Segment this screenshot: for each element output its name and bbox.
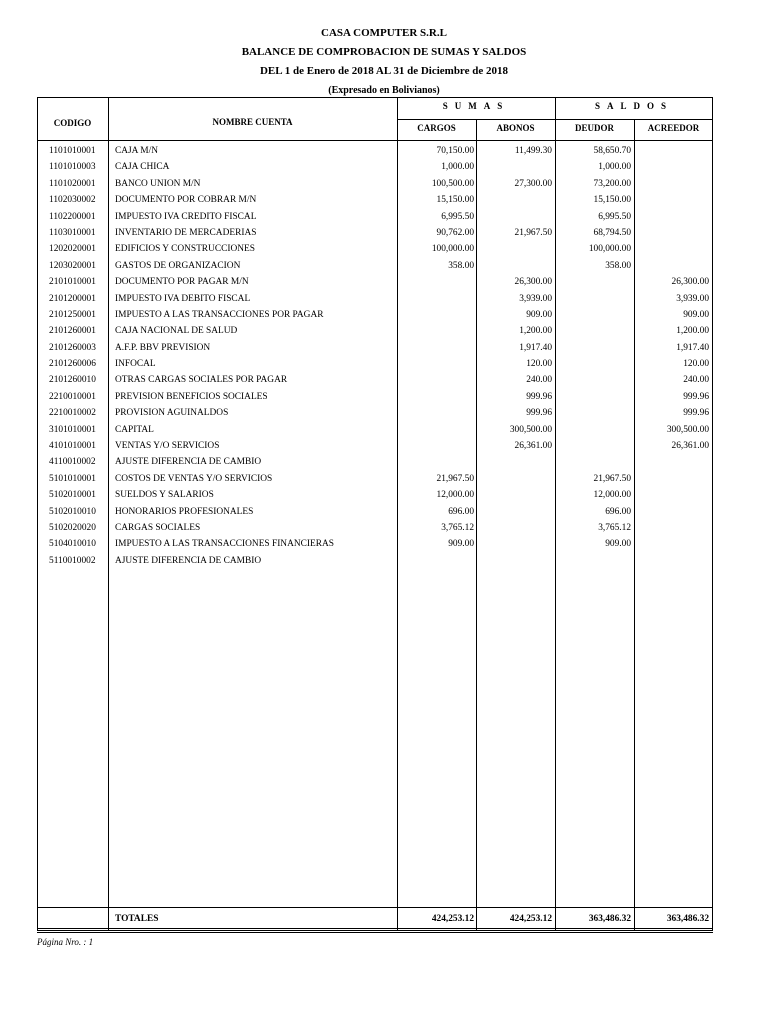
totals-label: TOTALES bbox=[115, 914, 159, 924]
header-acreedor: ACREEDOR bbox=[647, 123, 700, 133]
abonos-value: 300,500.00 bbox=[509, 424, 552, 435]
account-code: 2101260003 bbox=[49, 342, 96, 353]
table-row bbox=[37, 372, 713, 388]
deudor-value: 696.00 bbox=[605, 506, 631, 517]
account-code: 2101260001 bbox=[49, 326, 96, 337]
deudor-value: 100,000.00 bbox=[588, 244, 631, 255]
double-rule bbox=[37, 932, 713, 933]
cargos-value: 358.00 bbox=[448, 260, 474, 271]
total-cargos: 424,253.12 bbox=[431, 914, 474, 924]
table-row bbox=[37, 536, 713, 552]
account-code: 5102010001 bbox=[49, 490, 96, 501]
total-deudor: 363,486.32 bbox=[588, 914, 631, 924]
table-row bbox=[37, 192, 713, 208]
account-name: CAJA CHICA bbox=[115, 162, 170, 173]
total-abonos: 424,253.12 bbox=[509, 914, 552, 924]
totals-bottom-line bbox=[37, 928, 713, 929]
account-name: AJUSTE DIFERENCIA DE CAMBIO bbox=[115, 457, 262, 468]
report-period: DEL 1 de Enero de 2018 AL 31 de Diciembre de 2018 bbox=[259, 65, 508, 77]
account-name: DOCUMENTO POR COBRAR M/N bbox=[115, 195, 257, 206]
account-name: PROVISION AGUINALDOS bbox=[115, 408, 229, 419]
account-name: OTRAS CARGAS SOCIALES POR PAGAR bbox=[115, 375, 288, 386]
deudor-value: 12,000.00 bbox=[593, 490, 631, 501]
account-code: 2101260006 bbox=[49, 359, 96, 370]
table-row bbox=[37, 209, 713, 225]
table-row bbox=[37, 241, 713, 257]
cargos-value: 6,995.50 bbox=[441, 211, 474, 222]
account-name: IMPUESTO IVA CREDITO FISCAL bbox=[115, 211, 257, 222]
account-name: INVENTARIO DE MERCADERIAS bbox=[115, 227, 257, 238]
abonos-value: 11,499.30 bbox=[514, 146, 552, 156]
abonos-value: 3,939.00 bbox=[519, 293, 552, 304]
cargos-value: 3,765.12 bbox=[441, 522, 474, 533]
total-acreedor: 363,486.32 bbox=[666, 914, 709, 924]
table-row bbox=[37, 225, 713, 241]
abonos-value: 999.96 bbox=[526, 408, 552, 419]
header-nombre: NOMBRE CUENTA bbox=[212, 117, 293, 127]
account-code: 1202020001 bbox=[49, 244, 96, 255]
table-row bbox=[37, 258, 713, 274]
header-bottom-line bbox=[37, 140, 713, 141]
abonos-value: 26,361.00 bbox=[514, 441, 552, 452]
account-code: 5102010010 bbox=[49, 506, 96, 517]
account-code: 4101010001 bbox=[49, 441, 96, 452]
account-name: EDIFICIOS Y CONSTRUCCIONES bbox=[115, 244, 255, 255]
cargos-value: 1,000.00 bbox=[441, 162, 474, 173]
table-row bbox=[37, 487, 713, 503]
account-name: VENTAS Y/O SERVICIOS bbox=[115, 441, 220, 452]
table-row bbox=[37, 143, 713, 159]
abonos-value: 1,200.00 bbox=[519, 326, 552, 337]
header-codigo: CODIGO bbox=[53, 118, 92, 128]
table-row bbox=[37, 323, 713, 339]
account-name: BANCO UNION M/N bbox=[115, 178, 201, 189]
account-name: CAJA M/N bbox=[115, 146, 158, 156]
account-name: IMPUESTO IVA DEBITO FISCAL bbox=[115, 293, 251, 304]
table-row bbox=[37, 356, 713, 372]
table-row bbox=[37, 520, 713, 536]
cargos-value: 15,150.00 bbox=[436, 195, 474, 206]
abonos-value: 240.00 bbox=[526, 375, 552, 386]
table-row bbox=[37, 438, 713, 454]
account-code: 1101020001 bbox=[49, 178, 96, 189]
acreedor-value: 999.96 bbox=[683, 391, 709, 402]
table-row bbox=[37, 471, 713, 487]
acreedor-value: 1,200.00 bbox=[676, 326, 709, 337]
abonos-value: 1,917.40 bbox=[519, 342, 552, 353]
account-code: 2210010002 bbox=[49, 408, 96, 419]
company-name: CASA COMPUTER S.R.L bbox=[321, 27, 447, 39]
header-cargos: CARGOS bbox=[417, 123, 456, 133]
deudor-value: 909.00 bbox=[605, 539, 631, 550]
page-number: Página Nro. : 1 bbox=[37, 937, 94, 947]
table-row bbox=[37, 389, 713, 405]
cargos-value: 100,500.00 bbox=[431, 178, 474, 189]
header-sumas: SUMAS bbox=[442, 101, 510, 111]
account-code: 2210010001 bbox=[49, 391, 96, 402]
table-row bbox=[37, 159, 713, 175]
report-header bbox=[0, 24, 768, 100]
acreedor-value: 26,361.00 bbox=[671, 441, 709, 452]
deudor-value: 15,150.00 bbox=[593, 195, 631, 206]
table-row bbox=[37, 553, 713, 569]
account-name: SUELDOS Y SALARIOS bbox=[115, 490, 214, 501]
report-title: BALANCE DE COMPROBACION DE SUMAS Y SALDOS bbox=[241, 46, 527, 58]
cargos-value: 70,150.00 bbox=[436, 146, 474, 156]
totals-row bbox=[37, 910, 713, 928]
acreedor-value: 240.00 bbox=[683, 375, 709, 386]
abonos-value: 999.96 bbox=[526, 391, 552, 402]
abonos-value: 21,967.50 bbox=[514, 227, 552, 238]
abonos-value: 909.00 bbox=[526, 309, 552, 320]
acreedor-value: 1,917.40 bbox=[676, 342, 709, 353]
account-code: 1101010001 bbox=[49, 146, 96, 156]
abonos-value: 26,300.00 bbox=[514, 277, 552, 288]
account-name: PREVISION BENEFICIOS SOCIALES bbox=[115, 391, 268, 402]
account-code: 5102020020 bbox=[49, 522, 96, 533]
account-code: 4110010002 bbox=[49, 457, 96, 468]
account-name: DOCUMENTO POR PAGAR M/N bbox=[115, 277, 249, 288]
cargos-value: 21,967.50 bbox=[436, 473, 474, 484]
account-code: 5101010001 bbox=[49, 473, 96, 484]
account-name: CAJA NACIONAL DE SALUD bbox=[115, 326, 238, 337]
totals-top-line bbox=[37, 907, 713, 908]
abonos-value: 120.00 bbox=[526, 359, 552, 370]
header-group-divider bbox=[397, 119, 713, 120]
account-code: 2101250001 bbox=[49, 309, 96, 320]
cargos-value: 909.00 bbox=[448, 539, 474, 550]
abonos-value: 27,300.00 bbox=[514, 178, 552, 189]
deudor-value: 58,650.70 bbox=[593, 146, 631, 156]
table-row bbox=[37, 291, 713, 307]
deudor-value: 73,200.00 bbox=[593, 178, 631, 189]
account-rows bbox=[37, 143, 713, 569]
acreedor-value: 300,500.00 bbox=[666, 424, 709, 435]
account-name: CAPITAL bbox=[115, 424, 154, 435]
acreedor-value: 120.00 bbox=[683, 359, 709, 370]
table-row bbox=[37, 274, 713, 290]
account-code: 5110010002 bbox=[49, 555, 96, 566]
deudor-value: 3,765.12 bbox=[598, 522, 631, 533]
table-row bbox=[37, 176, 713, 192]
table-row bbox=[37, 454, 713, 470]
cargos-value: 12,000.00 bbox=[436, 490, 474, 501]
account-code: 1203020001 bbox=[49, 260, 96, 271]
cargos-value: 100,000.00 bbox=[431, 244, 474, 255]
acreedor-value: 999.96 bbox=[683, 408, 709, 419]
account-name: A.F.P. BBV PREVISION bbox=[115, 342, 211, 353]
account-name: CARGAS SOCIALES bbox=[115, 522, 201, 533]
deudor-value: 68,794.50 bbox=[593, 227, 631, 238]
account-name: COSTOS DE VENTAS Y/O SERVICIOS bbox=[115, 473, 273, 484]
cargos-value: 696.00 bbox=[448, 506, 474, 517]
account-code: 2101010001 bbox=[49, 277, 96, 288]
currency-note: (Expresado en Bolivianos) bbox=[328, 85, 440, 96]
deudor-value: 358.00 bbox=[605, 260, 631, 271]
account-code: 1101010003 bbox=[49, 162, 96, 173]
acreedor-value: 3,939.00 bbox=[676, 293, 709, 304]
account-code: 1102030002 bbox=[49, 195, 96, 206]
acreedor-value: 909.00 bbox=[683, 309, 709, 320]
deudor-value: 6,995.50 bbox=[598, 211, 631, 222]
header-deudor: DEUDOR bbox=[574, 123, 614, 133]
header-saldos: SALDOS bbox=[594, 101, 673, 111]
header-abonos: ABONOS bbox=[496, 123, 535, 133]
account-code: 1103010001 bbox=[49, 227, 96, 238]
account-name: HONORARIOS PROFESIONALES bbox=[115, 506, 254, 517]
table-row bbox=[37, 422, 713, 438]
account-name: GASTOS DE ORGANIZACION bbox=[115, 260, 241, 271]
account-code: 1102200001 bbox=[49, 211, 96, 222]
account-code: 2101200001 bbox=[49, 293, 96, 304]
table-row bbox=[37, 340, 713, 356]
account-code: 2101260010 bbox=[49, 375, 96, 386]
account-name: IMPUESTO A LAS TRANSACCIONES POR PAGAR bbox=[115, 309, 324, 320]
account-code: 5104010010 bbox=[49, 539, 96, 550]
account-name: AJUSTE DIFERENCIA DE CAMBIO bbox=[115, 555, 262, 566]
deudor-value: 1,000.00 bbox=[598, 162, 631, 173]
table-row bbox=[37, 307, 713, 323]
deudor-value: 21,967.50 bbox=[593, 473, 631, 484]
table-row bbox=[37, 405, 713, 421]
account-name: IMPUESTO A LAS TRANSACCIONES FINANCIERAS bbox=[115, 539, 334, 550]
account-code: 3101010001 bbox=[49, 424, 96, 435]
acreedor-value: 26,300.00 bbox=[671, 277, 709, 288]
account-name: INFOCAL bbox=[115, 359, 156, 370]
cargos-value: 90,762.00 bbox=[436, 227, 474, 238]
table-row bbox=[37, 504, 713, 520]
